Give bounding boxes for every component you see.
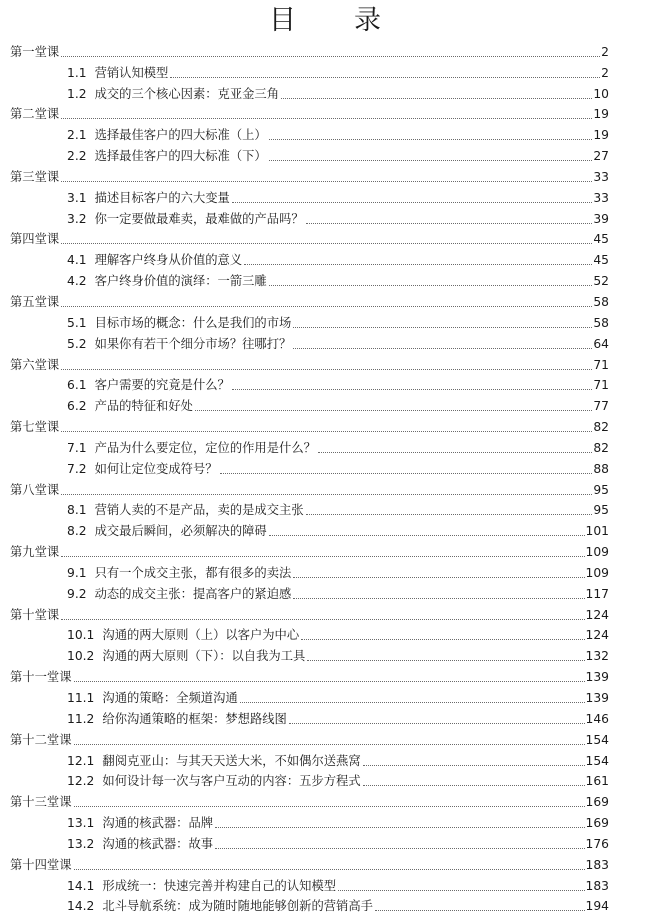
section-label [67,899,373,914]
toc-section-entry[interactable] [10,373,609,394]
section-label [67,462,218,477]
dot-leader [307,660,584,661]
section-number: 10.1 [67,628,95,643]
section-number: 4.2 [67,274,87,289]
dot-leader [363,765,585,766]
toc-section-entry[interactable] [10,894,609,915]
section-title: 动态的成交主张：提高客户的紧迫感 [94,586,292,601]
toc-section-entry[interactable] [10,456,609,477]
section-label [67,712,287,727]
section-title: 描述目标客户的六大变量 [94,190,230,205]
section-title: 如果你有若干个细分市场？往哪打？ [94,336,292,351]
section-title: 沟通的两大原则（上）以客户为中心 [102,628,300,643]
section-title: 成交最后瞬间，必须解决的障碍 [94,524,267,539]
section-title: 产品为什么要定位，定位的作用是什么？ [94,440,316,455]
dot-leader [232,389,593,390]
table-of-contents [10,39,609,914]
section-title: 营销认知模型 [94,65,169,80]
dot-leader [232,202,593,203]
chapter-title: 第八堂课 [10,482,60,497]
page-number: 161 [585,774,609,789]
dot-leader [61,118,592,119]
page-number: 45 [593,232,609,247]
page-number: 101 [585,524,609,539]
section-number: 2.2 [67,149,87,164]
dot-leader [244,264,592,265]
section-title: 沟通的策略：全频道沟通 [102,691,238,705]
toc-section-entry[interactable] [10,143,609,164]
toc-chapter-entry[interactable] [10,727,609,748]
section-label [67,316,291,331]
section-label [67,337,291,352]
section-number: 14.2 [67,899,95,914]
page-number: 33 [593,190,609,205]
toc-section-entry[interactable] [10,435,609,456]
page-number: 82 [593,420,609,435]
section-label [67,837,213,852]
toc-section-entry[interactable] [10,206,609,227]
toc-chapter-entry[interactable] [10,789,609,810]
toc-section-entry[interactable] [10,873,609,894]
dot-leader [269,535,585,536]
page-number: 52 [593,274,609,289]
chapter-title: 第六堂课 [10,357,60,372]
section-label [67,587,291,602]
page-number: 58 [593,294,609,309]
section-title: 成交的三个核心因素：克亚金三角 [94,86,280,101]
section-number: 12.2 [67,774,95,789]
page-number: 154 [585,732,609,747]
toc-section-entry[interactable] [10,81,609,102]
section-title: 给你沟通策略的框架：梦想路线图 [102,711,287,726]
page-number: 146 [585,711,609,726]
section-title: 如何设计每一次与客户互动的内容：五步方程式 [102,774,361,789]
page-number: 139 [585,670,609,685]
section-title: 你一定要做最难卖，最难做的产品吗？ [94,211,304,226]
toc-chapter-entry[interactable] [10,227,609,248]
section-number: 8.2 [67,524,87,539]
toc-section-entry[interactable] [10,643,609,664]
section-title: 只有一个成交主张，都有很多的卖法 [94,565,292,580]
section-label [67,441,316,456]
chapter-title: 第十四堂课 [10,857,72,872]
dot-leader [338,890,584,891]
page-number: 109 [585,565,609,580]
toc-section-entry[interactable] [10,581,609,602]
page-number: 82 [593,440,609,455]
chapter-title: 第三堂课 [10,169,60,184]
chapter-title: 第五堂课 [10,294,60,309]
page-number: 64 [593,336,609,351]
section-label [67,879,336,894]
dot-leader [281,98,592,99]
section-title: 理解客户终身从价值的意义 [94,253,243,268]
page-number: 109 [585,545,609,560]
page-number: 124 [585,607,609,622]
toc-chapter-entry[interactable] [10,539,609,560]
toc-section-entry[interactable] [10,60,609,81]
dot-leader [293,348,592,349]
section-number: 12.1 [67,753,95,768]
dot-leader [363,785,585,786]
section-number: 11.2 [67,711,95,726]
dot-leader [61,181,592,182]
page-number: 19 [593,107,609,122]
dot-leader [170,77,600,78]
section-label [67,524,267,539]
toc-chapter-entry[interactable] [10,477,609,498]
page-number: 27 [593,149,609,164]
dot-leader [74,681,585,682]
chapter-title: 第四堂课 [10,232,60,247]
dot-leader [375,910,585,911]
section-number: 10.2 [67,649,95,664]
dot-leader [306,514,593,515]
section-title: 沟通的核武器：故事 [102,836,214,851]
dot-leader [61,243,592,244]
page-number: 71 [593,357,609,372]
page-number: 139 [585,691,609,705]
page-number: 176 [585,836,609,851]
dot-leader [269,139,593,140]
page-number: 169 [585,816,609,831]
toc-chapter-entry[interactable] [10,289,609,310]
section-label [67,774,361,789]
section-label [67,253,242,268]
section-number: 9.1 [67,565,87,580]
section-label [67,649,305,664]
toc-section-entry[interactable] [10,393,609,414]
dot-leader [74,744,585,745]
page-title: 目录 [269,5,439,36]
section-number: 5.1 [67,315,87,330]
page-number: 169 [585,795,609,810]
page-number: 33 [593,169,609,184]
toc-section-entry[interactable] [10,560,609,581]
toc-chapter-entry[interactable] [10,602,609,623]
toc-section-entry[interactable] [10,769,609,790]
section-title: 客户终身价值的演绎：一箭三雕 [94,274,267,289]
section-number: 14.1 [67,878,95,893]
dot-leader [74,869,585,870]
section-title: 客户需要的究竟是什么？ [94,378,230,393]
page-number: 2 [601,44,609,59]
dot-leader [215,848,584,849]
section-number: 9.2 [67,586,87,601]
toc-section-entry[interactable] [10,518,609,539]
section-label [67,191,230,206]
page-number: 183 [585,878,609,893]
toc-section-entry[interactable] [10,685,609,706]
chapter-title: 第十二堂课 [10,732,72,747]
dot-leader [215,827,584,828]
section-number: 1.2 [67,86,87,101]
dot-leader [293,577,584,578]
section-label [67,274,267,289]
dot-leader [240,702,585,703]
section-label [67,503,304,518]
section-number: 13.2 [67,836,95,851]
toc-chapter-entry[interactable] [10,164,609,185]
dot-leader [306,223,593,224]
section-number: 7.1 [67,440,87,455]
chapter-title: 第十一堂课 [10,670,72,685]
page-number: 132 [585,649,609,664]
section-number: 11.1 [67,691,95,705]
section-number: 3.2 [67,211,87,226]
section-title: 选择最佳客户的四大标准（下） [94,149,267,164]
section-number: 2.1 [67,128,87,143]
section-label [67,816,213,831]
toc-section-entry[interactable] [10,831,609,852]
section-title: 沟通的两大原则（下）：以自我为工具 [102,649,306,664]
section-title: 翻阅克亚山：与其天天送大米，不如偶尔送燕窝 [102,753,361,768]
page-number: 154 [585,753,609,768]
section-label [67,149,267,164]
chapter-title: 第九堂课 [10,545,60,560]
page-number: 124 [585,628,609,643]
section-title: 营销人卖的不是产品，卖的是成交主张 [94,503,304,518]
toc-chapter-entry[interactable] [10,664,609,685]
toc-section-entry[interactable] [10,706,609,727]
page-number: 45 [593,253,609,268]
section-label [67,378,230,393]
dot-leader [61,431,592,432]
section-label [67,399,193,414]
page-number: 19 [593,128,609,143]
section-number: 8.1 [67,503,87,518]
dot-leader [61,369,592,370]
page-number: 95 [593,482,609,497]
dot-leader [61,556,584,557]
section-number: 7.2 [67,461,87,476]
page-number: 10 [593,86,609,101]
dot-leader [301,639,584,640]
chapter-title: 第十堂课 [10,607,60,622]
section-label [67,754,361,769]
section-title: 沟通的核武器：品牌 [102,816,214,831]
toc-section-entry[interactable] [10,185,609,206]
section-label [67,212,304,227]
section-number: 4.1 [67,253,87,268]
dot-leader [269,285,593,286]
dot-leader [318,452,592,453]
toc-section-entry[interactable] [10,310,609,331]
dot-leader [61,619,584,620]
dot-leader [269,160,593,161]
toc-section-entry[interactable] [10,122,609,143]
dot-leader [220,473,593,474]
section-number: 13.1 [67,816,95,831]
page-number: 88 [593,461,609,476]
page-number: 77 [593,399,609,414]
section-number: 6.1 [67,378,87,393]
page-number: 2 [601,65,609,80]
toc-section-entry[interactable] [10,623,609,644]
section-number: 1.1 [67,65,87,80]
toc-chapter-entry[interactable] [10,852,609,873]
section-title: 产品的特征和好处 [94,399,193,414]
page-number: 71 [593,378,609,393]
section-number: 3.1 [67,190,87,205]
section-title: 目标市场的概念：什么是我们的市场 [94,315,292,330]
section-label [67,66,168,81]
dot-leader [61,494,592,495]
section-title: 选择最佳客户的四大标准（上） [94,128,267,143]
section-title: 如何让定位变成符号？ [94,461,218,476]
page-number: 194 [585,899,609,914]
toc-section-entry[interactable] [10,810,609,831]
toc-chapter-entry[interactable] [10,102,609,123]
dot-leader [195,410,592,411]
section-number: 5.2 [67,336,87,351]
toc-chapter-entry[interactable] [10,352,609,373]
section-title: 形成统一：快速完善并构建自己的认知模型 [102,878,337,893]
section-label [67,566,291,581]
dot-leader [61,306,592,307]
toc-section-entry[interactable] [10,268,609,289]
toc-section-entry[interactable] [10,498,609,519]
section-label [67,628,299,643]
toc-section-entry[interactable] [10,748,609,769]
dot-leader [289,723,585,724]
section-label [67,87,279,102]
toc-section-entry[interactable] [10,331,609,352]
section-number: 6.2 [67,399,87,414]
toc-section-entry[interactable] [10,247,609,268]
chapter-title: 第一堂课 [10,44,60,59]
dot-leader [61,56,600,57]
chapter-title: 第二堂课 [10,107,60,122]
toc-chapter-entry[interactable] [10,39,609,60]
section-title: 北斗导航系统：成为随时随地能够创新的营销高手 [102,899,373,914]
page-number: 183 [585,857,609,872]
section-label [67,691,238,706]
page-number: 39 [593,211,609,226]
page-number: 117 [585,586,609,601]
dot-leader [74,806,585,807]
section-label [67,128,267,143]
chapter-title: 第十三堂课 [10,795,72,810]
page-number: 58 [593,315,609,330]
chapter-title: 第七堂课 [10,420,60,435]
dot-leader [293,598,584,599]
dot-leader [293,327,592,328]
page-number: 95 [593,503,609,518]
toc-chapter-entry[interactable] [10,414,609,435]
